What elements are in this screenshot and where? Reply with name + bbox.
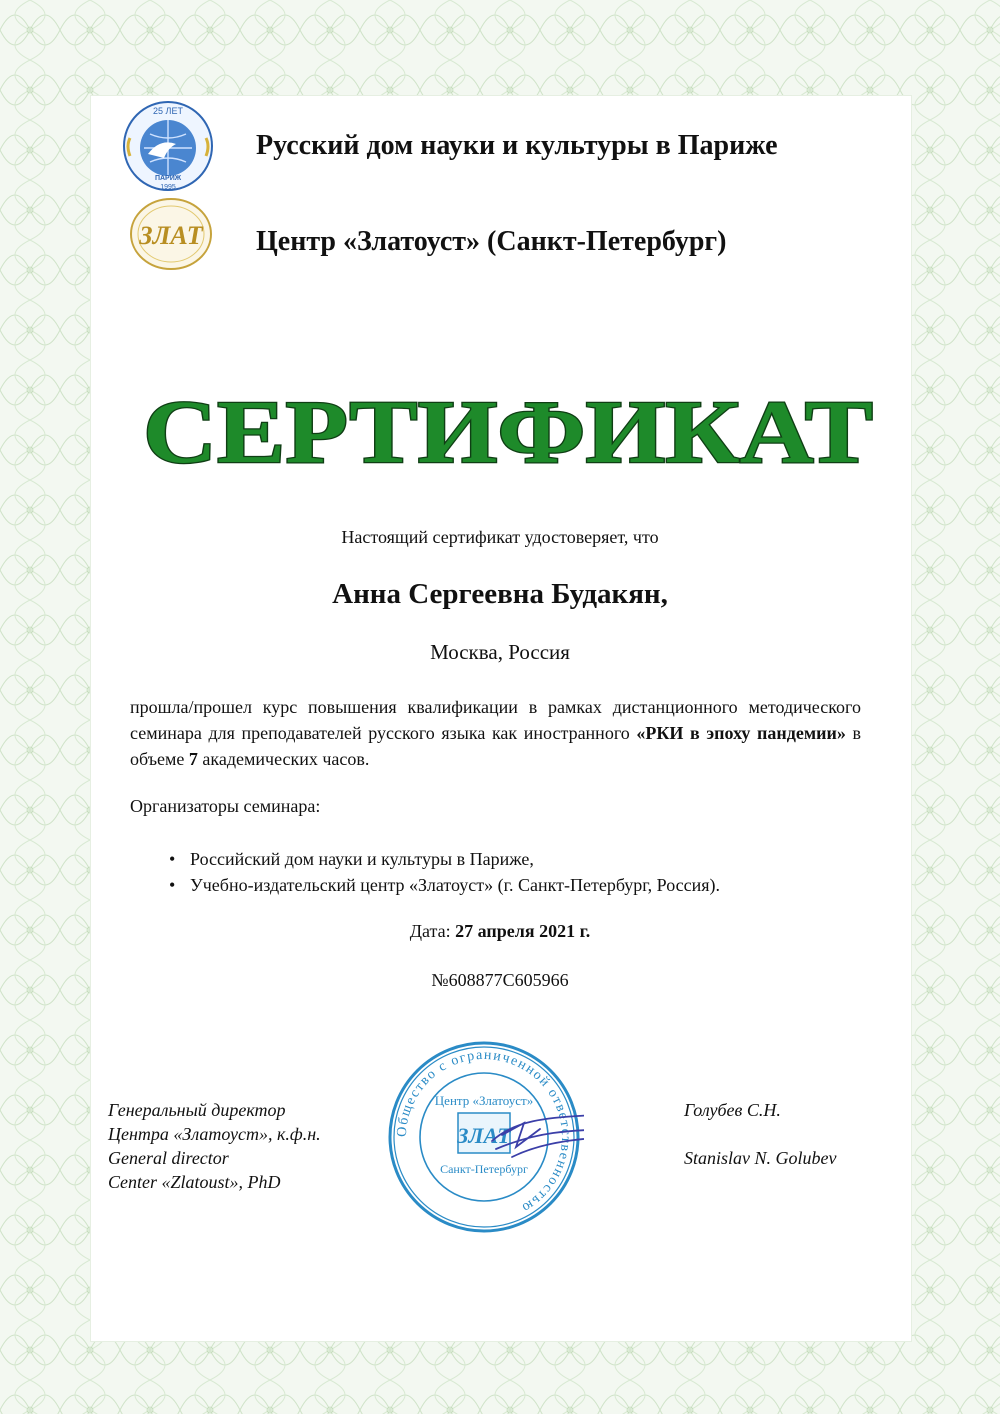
logo-1-year: 1995 [160,184,176,191]
seal-ring-text: Общество с ограниченной ответственностью [394,1047,574,1216]
course-description [130,694,861,772]
title-en-line-1: General director [108,1148,229,1168]
org-title-paris: Русский дом науки и культуры в Париже [256,130,778,161]
recipient-location: Москва, Россия [430,640,570,664]
list-item: • Российский дом науки и культуры в Париже, [165,846,720,872]
seal-center-text: Центр «Златоуст» [434,1093,534,1108]
title-en-line-2: Center «Zlatoust», PhD [108,1172,281,1192]
official-seal [384,1037,584,1237]
logo-1-years: 25 ЛЕТ [153,106,183,116]
org-title-zlatoust: Центр «Златоуст» (Санкт-Петербург) [256,226,727,257]
signatory-name-ru: Голубев С.Н. [684,1100,781,1120]
body-part-2: в объеме [130,723,861,769]
body-part-1: прошла/прошел курс повышения квалификации в рамках дистанционного методического семинара для преподавателей русского языка как иностранного [130,697,861,743]
intro-text: Настоящий сертификат удостоверяет, что [341,527,659,547]
organizers-label: Организаторы семинара: [130,796,321,816]
signatory-title [108,1098,321,1194]
russian-house-logo [120,98,216,194]
zlatoust-logo [128,196,214,272]
seal-city-text: Санкт-Петербург [440,1162,528,1176]
body-part-3: академических часов. [197,749,370,769]
recipient-name: Анна Сергеевна Будакян, [332,578,668,610]
logo-1-city: ПАРИЖ [154,175,182,182]
course-hours: 7 [188,749,198,769]
organizers-list [165,846,720,898]
certificate-title [0,388,1000,478]
list-item: • Учебно-издательский центр «Златоуст» (г. Санкт-Петербург, Россия). [165,872,720,898]
certificate-number: №608877C605966 [431,970,569,990]
title-ru-line-2: Центра «Златоуст», к.ф.н. [108,1124,321,1144]
date-label: Дата: [409,921,456,941]
signatory-name-en: Stanislav N. Golubev [684,1148,837,1168]
course-name: «РКИ в эпоху пандемии» [636,723,846,743]
date-value: 27 апреля 2021 г. [455,921,591,941]
certificate-title-text: СЕРТИФИКАТ [143,388,873,478]
seal-monogram: ЗЛАТ [457,1123,511,1148]
date-line [0,921,1000,942]
logo-2-monogram: ЗЛАТ [139,221,203,250]
title-ru-line-1: Генеральный директор [108,1100,286,1120]
